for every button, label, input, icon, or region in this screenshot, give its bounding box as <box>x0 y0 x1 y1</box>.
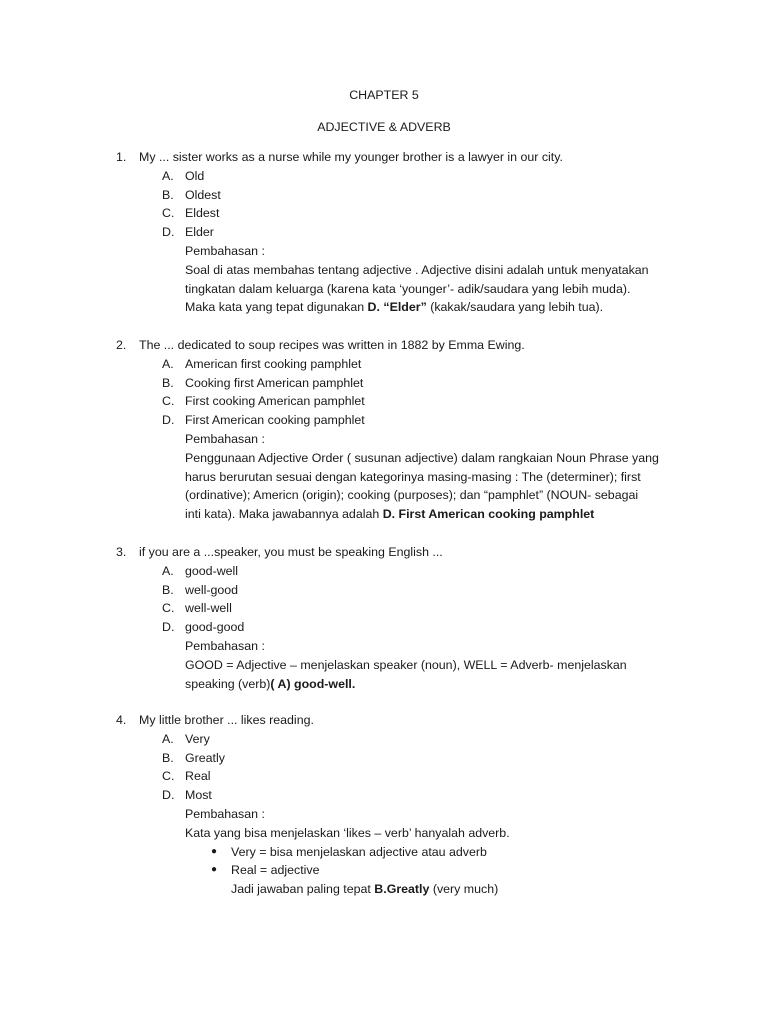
question-text: if you are a ...speaker, you must be speaking English ... <box>139 545 443 559</box>
explanation-line: (ordinative); Americn (origin); cooking (purposes); dan “pamphlet” (NOUN- sebagai <box>185 488 639 503</box>
option-letter: A. <box>162 168 174 183</box>
option-text: Greatly <box>185 750 225 765</box>
option-letter: D. <box>162 225 175 240</box>
explanation-text: Jadi jawaban paling tepat <box>231 882 375 897</box>
option-d <box>116 223 696 242</box>
question-line <box>116 543 696 562</box>
answer-highlight: D. First American cooking pamphlet <box>382 507 595 522</box>
explanation-label: Pembahasan : <box>185 806 265 821</box>
question-3 <box>116 543 696 693</box>
explanation-line: Penggunaan Adjective Order ( susunan adjective) dalam rangkaian Noun Phrase yang <box>185 450 659 465</box>
question-number: 1. <box>116 150 127 164</box>
topic-title: ADJECTIVE & ADVERB <box>317 120 451 134</box>
option-text: Real <box>185 769 211 784</box>
option-text: Very <box>185 731 210 746</box>
question-text: My ... sister works as a nurse while my younger brother is a lawyer in our city. <box>139 150 563 164</box>
question-text: My little brother ... likes reading. <box>139 713 314 727</box>
option-letter: B. <box>162 187 174 202</box>
option-a <box>116 730 696 749</box>
explanation-line: harus berurutan sesuai dengan kategorinya masing-masing : The (determiner); first <box>185 469 641 484</box>
option-text: First cooking American pamphlet <box>185 394 365 409</box>
bullet-text: Real = adjective <box>231 863 320 878</box>
option-text: Elder <box>185 225 214 240</box>
option-d <box>116 618 696 637</box>
option-a <box>116 562 696 581</box>
answer-highlight: D. “Elder” <box>367 300 427 315</box>
option-b <box>116 186 696 205</box>
question-2 <box>116 336 696 524</box>
option-c <box>116 599 696 618</box>
explanation-line <box>185 675 696 694</box>
question-1 <box>116 148 696 317</box>
option-letter: D. <box>162 413 175 428</box>
question-4 <box>116 711 696 899</box>
option-text: well-well <box>185 601 232 616</box>
option-text: Old <box>185 168 205 183</box>
option-letter: D. <box>162 620 175 635</box>
option-letter: C. <box>162 206 175 221</box>
conclusion-line <box>231 880 696 899</box>
option-b <box>116 374 696 393</box>
option-letter: C. <box>162 769 175 784</box>
bullet-item <box>116 843 696 862</box>
option-c <box>116 392 696 411</box>
option-d <box>116 411 696 430</box>
question-text: The ... dedicated to soup recipes was written in 1882 by Emma Ewing. <box>139 338 525 352</box>
option-a <box>116 355 696 374</box>
option-text: good-well <box>185 563 239 578</box>
question-line <box>116 148 696 167</box>
option-b <box>116 749 696 768</box>
explanation-line <box>185 298 696 317</box>
option-c <box>116 204 696 223</box>
option-d <box>116 786 696 805</box>
question-number: 3. <box>116 545 127 559</box>
question-number: 2. <box>116 338 127 352</box>
option-letter: B. <box>162 750 174 765</box>
option-text: Oldest <box>185 187 221 202</box>
explanation-line <box>185 505 696 524</box>
option-text: Most <box>185 788 212 803</box>
explanation-label: Pembahasan : <box>185 243 265 258</box>
explanation-line: tingkatan dalam keluarga (karena kata ‘younger’- adik/saudara yang lebih muda). <box>185 281 631 296</box>
option-text: First American cooking pamphlet <box>185 413 365 428</box>
option-letter: A. <box>162 731 174 746</box>
option-text: well-good <box>185 582 239 597</box>
bullet-icon: ● <box>211 864 218 876</box>
option-letter: B. <box>162 582 174 597</box>
option-b <box>116 581 696 600</box>
option-text: Eldest <box>185 206 220 221</box>
explanation-label: Pembahasan : <box>185 638 265 653</box>
explanation-text: inti kata). Maka jawabannya adalah <box>185 507 383 522</box>
option-a <box>116 167 696 186</box>
option-text: good-good <box>185 620 245 635</box>
explanation-line: Soal di atas membahas tentang adjective . Adjective disini adalah untuk menyatakan <box>185 262 649 277</box>
option-letter: B. <box>162 375 174 390</box>
explanation-line: Kata yang bisa menjelaskan ‘likes – verb’ hanyalah adverb. <box>185 825 510 840</box>
explanation-text: Maka kata yang tepat digunakan <box>185 300 368 315</box>
option-letter: C. <box>162 601 175 616</box>
option-letter: A. <box>162 563 174 578</box>
question-line <box>116 711 696 730</box>
explanation-line: GOOD = Adjective – menjelaskan speaker (noun), WELL = Adverb- menjelaskan <box>185 657 627 672</box>
option-text: American first cooking pamphlet <box>185 356 362 371</box>
explanation-text: (very much) <box>429 882 499 897</box>
option-letter: A. <box>162 356 174 371</box>
explanation-text: speaking (verb) <box>185 676 271 691</box>
option-text: Cooking first American pamphlet <box>185 375 364 390</box>
option-letter: C. <box>162 394 175 409</box>
chapter-title: CHAPTER 5 <box>349 88 419 102</box>
bullet-text: Very = bisa menjelaskan adjective atau adverb <box>231 844 487 859</box>
answer-highlight: B.Greatly <box>374 882 430 897</box>
option-c <box>116 767 696 786</box>
question-line <box>116 336 696 355</box>
explanation-text: (kakak/saudara yang lebih tua). <box>426 300 604 315</box>
bullet-icon: ● <box>211 845 218 857</box>
answer-highlight: ( A) good-well. <box>270 676 356 691</box>
explanation-label: Pembahasan : <box>185 431 265 446</box>
bullet-item <box>116 861 696 880</box>
question-number: 4. <box>116 713 127 727</box>
option-letter: D. <box>162 788 175 803</box>
